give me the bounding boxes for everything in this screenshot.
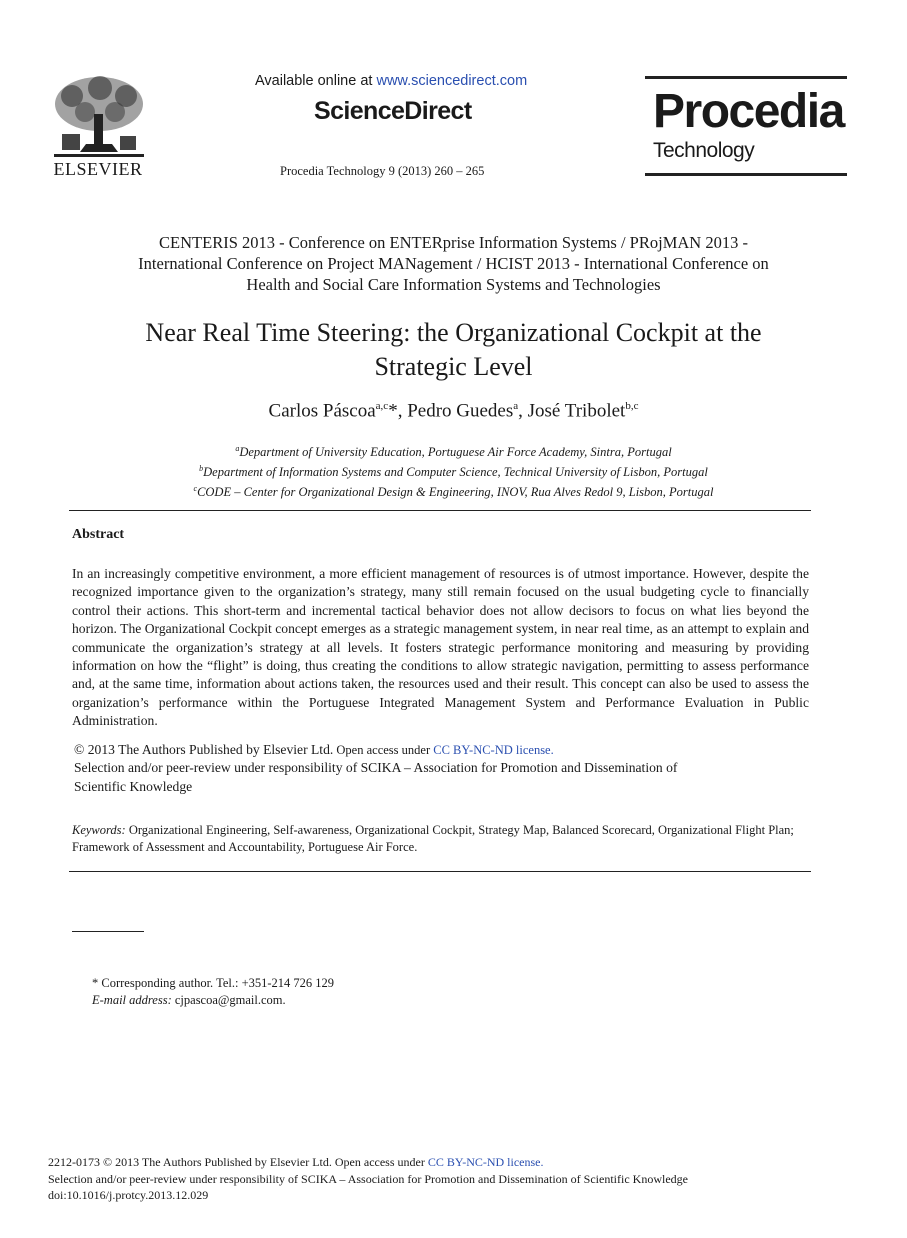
license-link[interactable]: CC BY-NC-ND license.	[433, 743, 554, 757]
footer-review: Selection and/or peer-review under responsibility of SCIKA – Association for Promotion and Dissemination of Scientific Knowledge	[48, 1171, 688, 1186]
email-label: E-mail address:	[92, 992, 172, 1007]
keywords-text: Organizational Engineering, Self-awareness, Organizational Cockpit, Strategy Map, Balanced Scorecard, Organizational Flight Plan; Framework of Assessment and Accountability, Portuguese Air Force.	[72, 823, 794, 854]
author-list	[60, 400, 847, 422]
email-address[interactable]: cjpascoa@gmail.com.	[171, 992, 286, 1007]
affiliation-text: Department of Information Systems and Computer Science, Technical University of Lisbon, Portugal	[203, 465, 708, 480]
peer-review-line: Scientific Knowledge	[74, 778, 193, 794]
copyright-text: © 2013 The Authors Published by Elsevier Ltd.	[74, 742, 334, 757]
affiliation	[60, 441, 847, 461]
available-online-line	[255, 73, 527, 89]
affiliation	[60, 481, 847, 501]
divider-top	[69, 510, 811, 511]
footnote-rule	[72, 931, 144, 932]
footer-license-link[interactable]: CC BY-NC-ND license.	[427, 1155, 544, 1169]
procedia-logo-subtitle: Technology	[653, 139, 755, 162]
affiliations	[60, 441, 847, 501]
corresponding-author: * Corresponding author. Tel.: +351-214 726 129	[92, 976, 335, 990]
copyright-block	[74, 741, 809, 796]
footnote	[92, 975, 334, 1008]
journal-reference: Procedia Technology 9 (2013) 260 – 265	[280, 164, 485, 178]
issn-line	[48, 1154, 868, 1171]
affiliation-mark: b	[199, 463, 204, 473]
author-separator: ,	[518, 400, 528, 422]
abstract-body: In an increasingly competitive environment, a more efficient management of resources is of utmost importance. However, despite the recognized importance given to the organization’s strategy, many still remain focused on the usual budgeting cycle to financially control their actions. This short-term and incremental tactical behavior does not allow decisors to focus on what lies beyond the horizon. The Organizational Cockpit concept emerges as a strategic management system, in near real time, as an attempt to explain and communicate the organization’s strategy at all levels. It fosters strategic performance monitoring and measuring by providing information on how the “flight” is doing, thus creating the conditions to allow strategic navigation, permitting to assess performance and, at the same time, information about actions taken, the resources used and their result. This concept can also be used to assess the organization’s performance within the Portuguese Integrated Management System and Performance Evaluation in Public Administration.	[72, 566, 809, 729]
keywords-label: Keywords:	[72, 823, 126, 837]
email-line	[92, 992, 334, 1009]
available-prefix: Available online at	[255, 73, 377, 89]
abstract-heading: Abstract	[72, 527, 125, 542]
conference-name	[60, 232, 847, 295]
author-affil-mark: b,c	[625, 400, 639, 412]
affiliation-mark: a	[235, 444, 240, 453]
logo-rule-bottom	[645, 173, 847, 176]
peer-review-line: Selection and/or peer-review under responsibility of SCIKA – Association for Promotion and Dissemination of	[74, 760, 678, 776]
author-name: Pedro Guedes	[407, 400, 514, 422]
author-name: José Tribolet	[527, 400, 626, 422]
sciencedirect-brand: ScienceDirect	[314, 97, 472, 125]
affiliation-mark: c	[193, 483, 198, 493]
author-separator: *,	[388, 400, 408, 422]
open-access-text: Open access under	[333, 743, 434, 757]
paper-title	[60, 316, 847, 384]
conference-line: International Conference on Project MANagement / HCIST 2013 - International Conference on	[138, 254, 769, 273]
issn-text: 2212-0173 © 2013 The Authors Published by Elsevier Ltd. Open access under	[48, 1155, 428, 1169]
author-affil-mark: a	[513, 400, 519, 412]
elsevier-wordmark: ELSEVIER	[53, 159, 143, 179]
title-line: Strategic Level	[374, 352, 533, 381]
logo-rule-top	[645, 76, 847, 79]
affiliation-text: CODE – Center for Organizational Design & Engineering, INOV, Rua Alves Redol 9, Lisbon, Portugal	[197, 484, 714, 499]
conference-line: Health and Social Care Information Systems and Technologies	[246, 275, 661, 294]
page-footer	[48, 1154, 868, 1204]
doi[interactable]: doi:10.1016/j.protcy.2013.12.029	[48, 1188, 209, 1202]
procedia-technology-logo	[645, 76, 847, 176]
conference-line: CENTERIS 2013 - Conference on ENTERprise Information Systems / PRojMAN 2013 -	[159, 233, 748, 252]
author-affil-mark: a,c	[375, 400, 389, 412]
keywords	[72, 822, 809, 856]
affiliation-text: Department of University Education, Portuguese Air Force Academy, Sintra, Portugal	[239, 445, 672, 460]
title-line: Near Real Time Steering: the Organizational Cockpit at the	[145, 318, 762, 347]
sciencedirect-link[interactable]: www.sciencedirect.com	[376, 73, 528, 89]
author-name: Carlos Páscoa	[268, 400, 376, 422]
affiliation	[60, 461, 847, 481]
procedia-logo-name: Procedia	[653, 85, 844, 138]
copyright-line	[74, 741, 809, 759]
divider-bottom	[69, 871, 811, 872]
